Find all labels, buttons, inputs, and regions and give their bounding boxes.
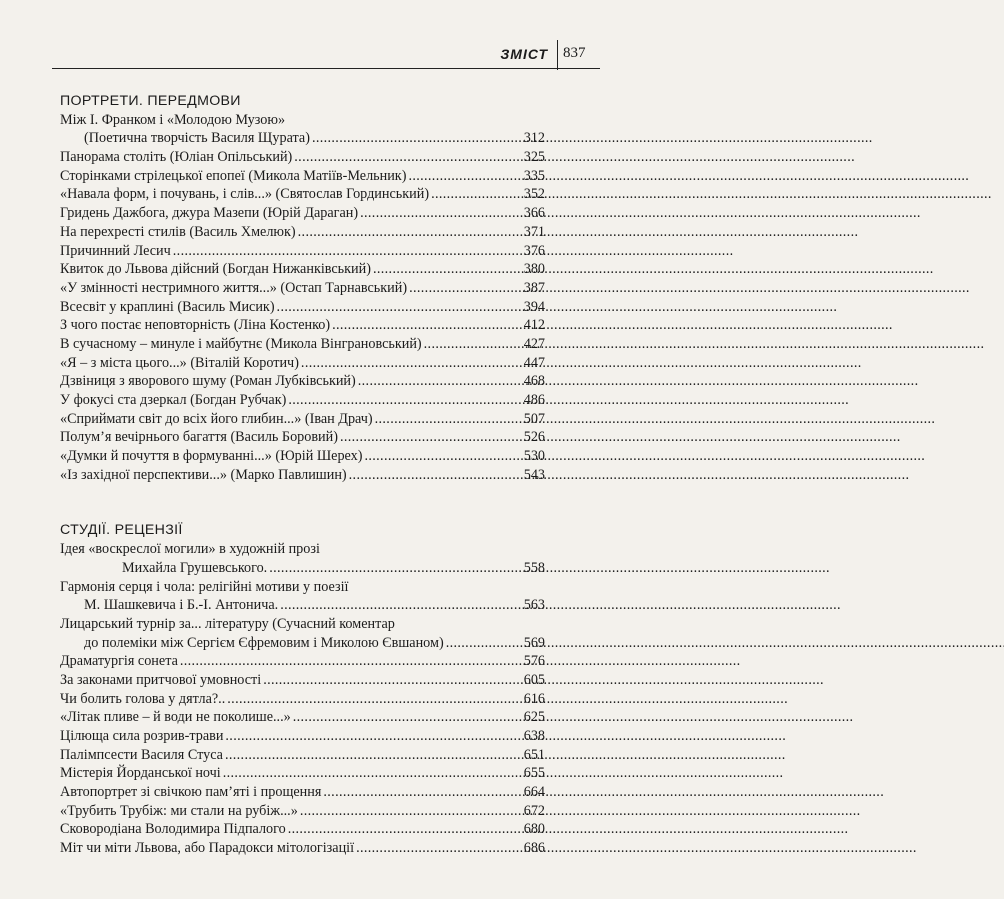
dot-leader	[227, 690, 517, 709]
running-head-title: ЗМІСТ	[500, 46, 548, 62]
toc-entry	[60, 764, 545, 783]
toc-entry-title: Причинний Лесич	[60, 242, 171, 259]
toc-entry-title: В сучасному – минуле і майбутнє (Микола Вінграновський)	[60, 335, 422, 352]
toc-entry-title: Полум’я вечірнього багаття (Василь Боровий)	[60, 429, 338, 446]
toc-entry-title: Гридень Дажбога, джура Мазепи (Юрій Дараган)	[60, 205, 359, 222]
toc-entry-page: 543	[523, 466, 545, 483]
toc-entry-title: Квиток до Львова дійсний (Богдан Нижанківський)	[60, 261, 371, 278]
header-divider	[557, 40, 558, 70]
toc-entry-page: 486	[523, 392, 545, 408]
toc-entry-page: 680	[523, 821, 545, 838]
dot-leader	[360, 204, 517, 223]
toc-entry	[60, 802, 545, 821]
dot-leader	[280, 596, 517, 615]
toc-entry-title: Автопортрет зі свічкою пам’яті і прощення	[60, 784, 322, 801]
section-title: СТУДІЇ. РЕЦЕНЗІЇ	[60, 522, 183, 539]
dot-leader	[263, 671, 517, 690]
toc-entry	[60, 671, 545, 690]
dot-leader	[431, 185, 517, 204]
toc-entry	[60, 578, 545, 597]
dot-leader	[408, 167, 517, 186]
dot-leader	[225, 727, 517, 746]
toc-entry-title: Між І. Франком і «Молодою Музою»	[60, 111, 286, 128]
toc-entry-page: 569	[523, 634, 545, 651]
toc-entry-title: «Із західної перспективи...» (Марко Павлишин)	[60, 466, 347, 483]
toc-entry-page: 312	[523, 130, 545, 147]
dot-leader	[356, 839, 517, 858]
toc-entry	[60, 820, 545, 839]
dot-leader	[294, 148, 517, 167]
toc-entry-page: 616	[523, 690, 545, 707]
dot-leader	[298, 223, 517, 242]
dot-leader	[293, 708, 517, 727]
dot-leader	[300, 802, 517, 821]
dot-leader	[225, 746, 517, 765]
dot-leader	[312, 129, 517, 148]
toc-entry	[60, 727, 545, 746]
toc-entry	[60, 298, 545, 317]
table-of-contents	[60, 92, 545, 858]
toc-entry-page: 335	[523, 167, 545, 184]
header-rule	[52, 68, 600, 69]
dot-leader	[349, 466, 517, 485]
toc-entry-title: М. Шашкевича і Б.-І. Антонича.	[84, 597, 279, 614]
dot-leader	[373, 260, 517, 279]
dot-leader	[288, 391, 517, 410]
toc-entry	[60, 839, 545, 858]
toc-entry	[60, 559, 545, 578]
dot-leader	[173, 242, 517, 261]
toc-entry	[60, 185, 545, 204]
toc-entry	[60, 242, 545, 261]
toc-entry	[60, 148, 545, 167]
dot-leader	[375, 410, 517, 429]
dot-leader	[277, 298, 517, 317]
toc-entry-title: Цілюща сила розрив-трави	[60, 728, 224, 744]
dot-leader	[364, 447, 517, 466]
toc-entry-title: Гармонія серця і чола: релігійні мотиви у поезії	[60, 578, 349, 595]
toc-entry	[60, 428, 545, 447]
toc-entry-title: «Літак пливе – й води не поколише...»	[60, 709, 291, 726]
toc-entry-title: Чи болить голова у дятла?..	[60, 690, 226, 707]
toc-entry	[60, 391, 545, 410]
toc-entry-title: Михайла Грушевського.	[122, 559, 268, 576]
toc-entry-title: За законами притчової умовності	[60, 671, 262, 688]
toc-entry-page: 412	[523, 317, 545, 334]
toc-entry-title: Міт чи міти Львова, або Парадокси мітологізації	[60, 840, 355, 857]
toc-entry	[60, 447, 545, 466]
toc-entry-page: 366	[523, 205, 545, 222]
dot-leader	[323, 783, 517, 802]
page-number: 837	[563, 45, 586, 61]
toc-entry-page: 468	[523, 373, 545, 390]
toc-entry	[60, 615, 545, 634]
toc-entry-page: 576	[523, 653, 545, 670]
dot-leader	[446, 634, 517, 653]
toc-entry-title: Панорама століть (Юліан Опільський)	[60, 149, 293, 166]
toc-entry-page: 325	[523, 149, 545, 166]
toc-entry-title: Ідея «воскреслої могили» в художній прозі	[60, 541, 320, 558]
toc-entry	[60, 129, 545, 148]
toc-entry-title: Сковородіана Володимира Підпалого	[60, 821, 286, 838]
toc-entry-title: «Навала форм, і почувань, і слів...» (Святослав Гординський)	[60, 186, 430, 203]
toc-entry-page: 558	[523, 559, 545, 576]
toc-entry-page: 605	[523, 671, 545, 688]
toc-entry-title: У фокусі ста дзеркал (Богдан Рубчак)	[60, 392, 287, 408]
toc-entry	[60, 783, 545, 802]
toc-entry-title: «У змінності нестримного життя...» (Остап Тарнавський)	[60, 279, 408, 296]
toc-entry-page: 664	[523, 784, 545, 801]
dot-leader	[301, 354, 517, 373]
toc-entry	[60, 204, 545, 223]
toc-entry-title: «Трубить Трубіж: ми стали на рубіж...»	[60, 802, 298, 819]
toc-entry-title: Всесвіт у краплині (Василь Мисик)	[60, 298, 275, 315]
toc-entry	[60, 690, 545, 709]
toc-entry-title: «Думки й почуття в формуванні...» (Юрій Шерех)	[60, 448, 363, 465]
toc-entry-page: 371	[523, 223, 545, 240]
toc-entry-page: 507	[523, 410, 545, 427]
dot-leader	[424, 335, 517, 354]
section-title: ПОРТРЕТИ. ПЕРЕДМОВИ	[60, 93, 241, 109]
toc-entry	[60, 372, 545, 391]
toc-entry-title: «Сприймати світ до всіх його глибин...» (Іван Драч)	[60, 410, 373, 427]
toc-entry-title: Лицарський турнір за... літературу (Сучасний коментар	[60, 615, 395, 632]
toc-entry-page: 526	[523, 429, 545, 446]
dot-leader	[288, 820, 517, 839]
toc-entry-title: З чого постає неповторність (Ліна Костенко)	[60, 317, 331, 334]
dot-leader	[223, 764, 517, 783]
toc-entry-page: 651	[523, 746, 545, 763]
dot-leader	[332, 316, 517, 335]
toc-entry-page: 387	[523, 279, 545, 296]
toc-entry-page: 686	[523, 840, 545, 857]
toc-entry	[60, 596, 545, 615]
toc-entry-page: 625	[523, 709, 545, 726]
toc-entry	[60, 111, 545, 130]
dot-leader	[340, 428, 517, 447]
toc-entry	[60, 410, 545, 429]
toc-entry-title: до полеміки між Сергієм Єфремовим і Миколою Євшаном)	[84, 634, 444, 651]
toc-entry-page: 352	[523, 186, 545, 203]
toc-entry	[60, 167, 545, 186]
toc-entry	[60, 223, 545, 242]
toc-entry-page: 563	[523, 597, 545, 614]
toc-entry	[60, 466, 545, 485]
toc-entry-title: Драматургія сонета	[60, 653, 178, 670]
toc-entry-page: 376	[523, 242, 545, 259]
toc-entry	[60, 634, 545, 653]
dot-leader	[409, 279, 517, 298]
toc-entry	[60, 540, 545, 559]
toc-entry-page: 427	[523, 335, 545, 352]
toc-entry	[60, 708, 545, 727]
toc-entry	[60, 279, 545, 298]
toc-entry-page: 530	[523, 448, 545, 465]
toc-entry-title: Палімпсести Василя Стуса	[60, 746, 223, 763]
toc-entry	[60, 652, 545, 671]
toc-entry	[60, 335, 545, 354]
section-gap	[60, 484, 545, 521]
toc-entry-page: 394	[523, 298, 545, 315]
toc-entry-page: 672	[523, 802, 545, 819]
toc-entry-page: 380	[523, 261, 545, 278]
toc-entry-page: 447	[523, 354, 545, 371]
dot-leader	[358, 372, 517, 391]
toc-entry	[60, 354, 545, 373]
toc-entry-page: 655	[523, 765, 545, 782]
toc-entry-title: Містерія Йорданської ночі	[60, 765, 221, 782]
toc-entry-title: Сторінками стрілецької епопеї (Микола Матіїв-Мельник)	[60, 167, 407, 184]
toc-entry	[60, 746, 545, 765]
toc-entry	[60, 260, 545, 279]
toc-entry-page: 638	[523, 728, 545, 744]
toc-entry-title: «Я – з міста цього...» (Віталій Коротич)	[60, 354, 299, 371]
toc-entry-title: Дзвіниця з яворового шуму (Роман Лубківський)	[60, 373, 356, 390]
toc-entry-title: На перехресті стилів (Василь Хмелюк)	[60, 223, 296, 240]
dot-leader	[180, 652, 517, 671]
toc-entry	[60, 316, 545, 335]
dot-leader	[269, 559, 517, 578]
toc-entry-title: (Поетична творчість Василя Щурата)	[84, 130, 310, 147]
